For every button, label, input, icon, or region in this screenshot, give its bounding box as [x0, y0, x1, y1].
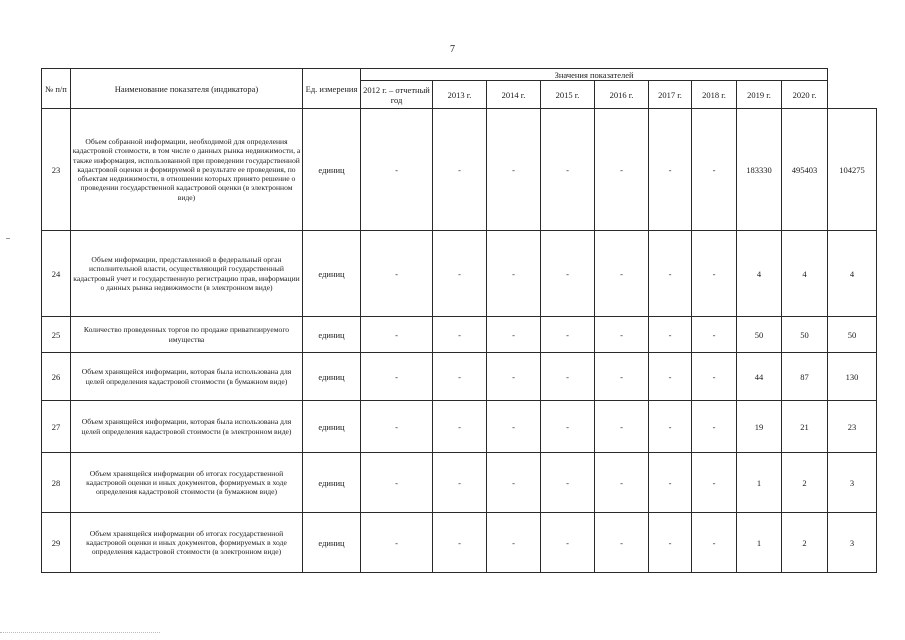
value-cell: 4: [782, 231, 828, 317]
value-cell: 19: [737, 401, 782, 453]
value-cell: -: [433, 453, 487, 513]
value-cell: 495403: [782, 109, 828, 231]
value-cell: 3: [828, 513, 877, 573]
unit-cell: единиц: [303, 353, 361, 401]
value-cell: -: [361, 353, 433, 401]
indicator-name: Объем информации, представленной в федеральный орган исполнительной власти, осуществляющий государственный кадастровый учет и государственную регистрацию прав, информации о данных рынка недвижимости (в электронном виде): [71, 231, 303, 317]
header-year: 2016 г.: [595, 81, 649, 109]
unit-cell: единиц: [303, 401, 361, 453]
value-cell: -: [361, 401, 433, 453]
value-cell: 2: [782, 453, 828, 513]
value-cell: 50: [737, 317, 782, 353]
value-cell: 50: [828, 317, 877, 353]
value-cell: -: [487, 401, 541, 453]
value-cell: -: [692, 453, 737, 513]
indicator-name: Объем собранной информации, необходимой для определения кадастровой стоимости, в том числе о данных рынка недвижимости, а также информация, использованной при проведении государственной кадастровой оценки и формируемой в результате ее проведения, по объектам недвижимости, в отношении которых принято решение о проведении государственной кадастровой оценки (в электронном виде): [71, 109, 303, 231]
row-number: 24: [42, 231, 71, 317]
value-cell: -: [541, 109, 595, 231]
row-number: 25: [42, 317, 71, 353]
header-unit: Ед. измерения: [303, 69, 361, 109]
value-cell: -: [692, 513, 737, 573]
indicators-table: [41, 68, 877, 573]
value-cell: -: [541, 317, 595, 353]
header-values: Значения показателей: [361, 69, 828, 81]
value-cell: -: [361, 453, 433, 513]
header-row-top: [42, 69, 877, 81]
value-cell: -: [541, 353, 595, 401]
value-cell: 87: [782, 353, 828, 401]
value-cell: -: [541, 513, 595, 573]
value-cell: 44: [737, 353, 782, 401]
row-number: 23: [42, 109, 71, 231]
value-cell: -: [595, 109, 649, 231]
margin-mark: [6, 238, 10, 239]
value-cell: -: [433, 353, 487, 401]
value-cell: -: [361, 513, 433, 573]
table-row: [42, 231, 877, 317]
row-number: 27: [42, 401, 71, 453]
value-cell: -: [595, 453, 649, 513]
row-number: 29: [42, 513, 71, 573]
header-year: 2012 г. – отчетный год: [361, 81, 433, 109]
value-cell: -: [692, 109, 737, 231]
value-cell: 183330: [737, 109, 782, 231]
value-cell: -: [649, 401, 692, 453]
value-cell: -: [649, 453, 692, 513]
value-cell: -: [595, 231, 649, 317]
value-cell: -: [487, 453, 541, 513]
unit-cell: единиц: [303, 513, 361, 573]
value-cell: -: [487, 231, 541, 317]
value-cell: 1: [737, 513, 782, 573]
table-row: [42, 401, 877, 453]
value-cell: -: [692, 353, 737, 401]
value-cell: -: [541, 231, 595, 317]
value-cell: 50: [782, 317, 828, 353]
table-row: [42, 317, 877, 353]
header-year: 2015 г.: [541, 81, 595, 109]
header-year: 2020 г.: [782, 81, 828, 109]
value-cell: 4: [737, 231, 782, 317]
value-cell: 23: [828, 401, 877, 453]
value-cell: -: [595, 401, 649, 453]
indicator-name: Количество проведенных торгов по продаже приватизируемого имущества: [71, 317, 303, 353]
value-cell: -: [433, 231, 487, 317]
table-row: [42, 353, 877, 401]
table-row: [42, 109, 877, 231]
table-row: [42, 453, 877, 513]
unit-cell: единиц: [303, 231, 361, 317]
value-cell: 130: [828, 353, 877, 401]
page-number: 7: [450, 44, 455, 55]
header-year: 2019 г.: [737, 81, 782, 109]
value-cell: 3: [828, 453, 877, 513]
value-cell: -: [595, 513, 649, 573]
value-cell: -: [595, 317, 649, 353]
value-cell: -: [649, 317, 692, 353]
table-body: [42, 109, 877, 573]
value-cell: -: [541, 401, 595, 453]
value-cell: -: [361, 109, 433, 231]
value-cell: -: [541, 453, 595, 513]
table-row: [42, 513, 877, 573]
unit-cell: единиц: [303, 109, 361, 231]
value-cell: -: [361, 231, 433, 317]
value-cell: -: [692, 231, 737, 317]
value-cell: -: [433, 317, 487, 353]
value-cell: 21: [782, 401, 828, 453]
header-num: № п/п: [42, 69, 71, 109]
value-cell: -: [487, 513, 541, 573]
header-year: 2017 г.: [649, 81, 692, 109]
value-cell: -: [595, 353, 649, 401]
unit-cell: единиц: [303, 453, 361, 513]
value-cell: -: [649, 353, 692, 401]
indicator-name: Объем хранящейся информации об итогах государственной кадастровой оценки и иных документов, формируемых в ходе определения кадастровой стоимости (в бумажном виде): [71, 453, 303, 513]
header-year: 2014 г.: [487, 81, 541, 109]
value-cell: -: [487, 109, 541, 231]
value-cell: -: [487, 353, 541, 401]
value-cell: -: [433, 513, 487, 573]
indicator-name: Объем хранящейся информации об итогах государственной кадастровой оценки и иных документов, формируемых в ходе определения кадастровой стоимости (в электронном виде): [71, 513, 303, 573]
value-cell: -: [487, 317, 541, 353]
indicator-name: Объем хранящейся информации, которая была использована для целей определения кадастровой стоимости (в бумажном виде): [71, 353, 303, 401]
value-cell: 104275: [828, 109, 877, 231]
value-cell: 2: [782, 513, 828, 573]
value-cell: -: [649, 231, 692, 317]
row-number: 26: [42, 353, 71, 401]
header-name: Наименование показателя (индикатора): [71, 69, 303, 109]
value-cell: -: [692, 317, 737, 353]
row-number: 28: [42, 453, 71, 513]
value-cell: -: [649, 513, 692, 573]
value-cell: -: [692, 401, 737, 453]
header-year: 2018 г.: [692, 81, 737, 109]
scan-artifact: [0, 632, 160, 636]
value-cell: -: [433, 109, 487, 231]
unit-cell: единиц: [303, 317, 361, 353]
value-cell: -: [361, 317, 433, 353]
indicator-name: Объем хранящейся информации, которая была использована для целей определения кадастровой стоимости (в электронном виде): [71, 401, 303, 453]
header-year: 2013 г.: [433, 81, 487, 109]
value-cell: 1: [737, 453, 782, 513]
value-cell: -: [649, 109, 692, 231]
value-cell: -: [433, 401, 487, 453]
value-cell: 4: [828, 231, 877, 317]
